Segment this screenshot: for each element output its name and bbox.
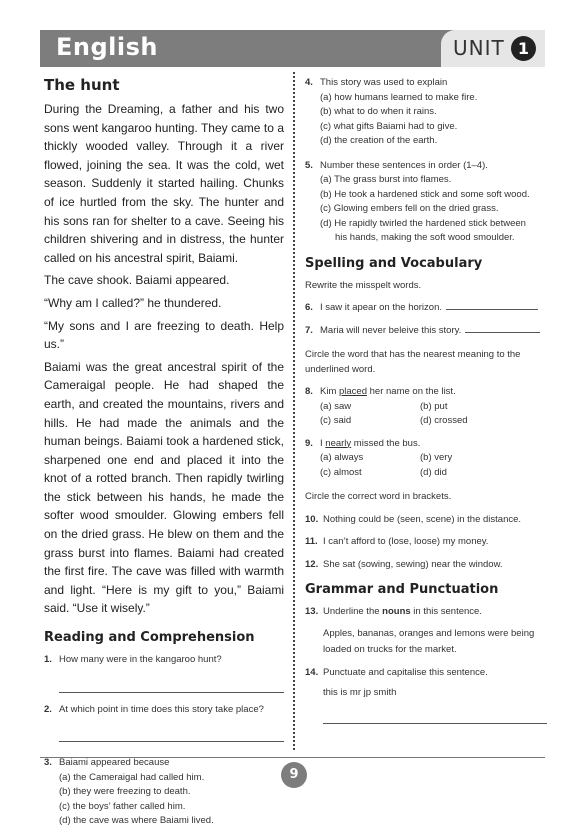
option[interactable]: (d) He rapidly twirled the hardened stick between [320,217,526,229]
noun-sentence[interactable]: Apples, bananas, oranges and lemons were being loaded on trucks for the market. [323,627,535,655]
question-13 [305,605,547,658]
question-7 [305,324,547,339]
question-number: 4. [305,77,313,88]
story-paragraph: During the Dreaming, a father and his two sons went kangaroo hunting. They came to a thickly wooded valley. Through it a river flowed, joining the sea. It was the cold, wet season. Suddenly it started hailing. Chunks of ice hurtled from the sky. The hunter and his sons ran for shelter to a cave. Seeing his children shivering and in distress, the hunter called on his ancestral spirit, Baiami. [44,102,284,265]
story-paragraph: Baiami was the great ancestral spirit of the Cameraigal people. He had shaped the earth, and created the mountains, rivers and hills. He had made the animals and the human beings. Baiami took a hardened stick, sharpened one end and placed it into the knot of a rotted branch. Then rapidly twirling the stick between his hands, he made the softer wood smoulder. Glowing embers fell on the dried grass. He blew on them and the grass burst into flames. Baiami had created the first fire. The cave was filled with warmth and light. “Here is my gift to you,” Baiami said. “Use it wisely.” [44,359,284,616]
question-6 [305,301,547,316]
story-paragraph: The cave shook. Baiami appeared. [44,273,230,288]
question-text: Punctuate and capitalise this sentence. [323,666,488,678]
question-number: 5. [305,159,313,171]
option[interactable]: (b) very [420,452,453,463]
option[interactable]: (d) did [420,466,447,478]
unit-label: UNIT [453,36,505,60]
question-2 [44,703,284,743]
answer-line[interactable] [465,332,540,333]
option[interactable]: (b) He took a hardened stick and some soft wood. [320,188,530,200]
options-grid [305,451,547,480]
instruction: Circle the correct word in brackets. [305,491,452,502]
question-number: 14. [305,666,319,678]
story-paragraph: “My sons and I are freezing to death. Help us.” [44,318,284,352]
underlined-word: placed [339,386,367,397]
question-text: This story was used to explain [320,77,448,88]
story-title: The hunt [44,76,120,94]
question-number: 9. [305,437,313,449]
answer-line[interactable] [59,729,284,742]
option[interactable]: (c) Glowing embers fell on the dried grass. [320,203,499,214]
option[interactable]: (a) always [320,452,364,463]
option[interactable]: (c) almost [320,466,362,478]
punctuate-sentence: this is mr jp smith [323,687,397,698]
question-text: How many were in the kangaroo hunt? [59,654,222,666]
question-3 [44,756,284,829]
question-text: I [320,437,326,449]
question-number: 2. [44,703,52,715]
column-divider [293,72,295,750]
question-text: At which point in time does this story take place? [59,703,264,715]
question-text[interactable]: She sat (sowing, sewing) near the window. [323,558,503,570]
header-banner [40,30,545,67]
question-8 [305,385,547,429]
question-text[interactable]: Nothing could be (seen, scene) in the distance. [323,513,522,525]
question-10 [305,513,547,528]
question-text: Kim [320,386,339,397]
option[interactable]: (d) the cave was where Baiami lived. [59,815,214,827]
question-number: 12. [305,558,319,570]
options-grid [305,400,547,429]
reading-heading: Reading and Comprehension [44,630,255,646]
option[interactable]: (c) said [320,415,352,426]
question-1 [44,653,284,693]
bold-word: nouns [382,606,411,617]
unit-number-badge: 1 [511,36,536,61]
subject-title: English [56,33,158,61]
question-number: 8. [305,386,313,397]
story-text [44,100,284,618]
question-9 [305,437,547,481]
instruction: Rewrite the misspelt words. [305,279,422,291]
spelling-heading: Spelling and Vocabulary [305,255,483,271]
option-continuation: his hands, making the soft wood smoulder. [335,232,515,243]
question-4 [305,76,547,149]
option[interactable]: (a) the Cameraigal had called him. [59,771,205,783]
option[interactable]: (b) they were freezing to death. [59,786,191,798]
question-11 [305,535,547,550]
instruction: Circle the word that has the nearest meaning to the underlined word. [305,349,521,375]
question-number: 7. [305,324,313,336]
question-number: 6. [305,302,313,313]
left-column [44,76,284,829]
question-text: Number these sentences in order (1–4). [320,159,488,171]
question-number: 11. [305,536,318,547]
question-text: Maria will never beleive this story. [320,324,462,336]
question-text: missed the bus. [351,437,421,449]
question-12 [305,558,547,573]
answer-line[interactable] [446,309,538,310]
answer-line[interactable] [323,713,547,724]
option[interactable]: (d) crossed [420,415,468,426]
option[interactable]: (c) what gifts Baiami had to give. [320,120,458,132]
question-text: I saw it apear on the horizon. [320,302,442,313]
question-5 [305,159,547,246]
footer-rule [40,757,545,758]
option[interactable]: (b) what to do when it rains. [320,106,437,117]
page-number: 9 [281,762,307,788]
unit-tab [441,30,545,67]
question-text: her name on the list. [367,386,456,397]
question-number: 3. [44,757,52,769]
question-text: in this sentence. [410,606,482,617]
option[interactable]: (d) the creation of the earth. [320,135,438,146]
question-number: 13. [305,606,319,617]
underlined-word: nearly [325,437,352,449]
option[interactable]: (a) The grass burst into flames. [320,174,452,185]
question-number: 10. [305,513,319,525]
story-paragraph: “Why am I called?” he thundered. [44,295,222,310]
answer-line[interactable] [59,680,284,693]
question-number: 1. [44,654,52,666]
question-text: Baiami appeared because [59,757,170,769]
question-text: Underline the [323,606,383,617]
option[interactable]: (b) put [420,400,448,412]
right-column [305,76,547,724]
question-text[interactable]: I can’t afford to (lose, loose) my money. [323,536,489,547]
question-14 [305,666,547,724]
option[interactable]: (a) how humans learned to make fire. [320,91,478,103]
grammar-heading: Grammar and Punctuation [305,582,499,597]
option[interactable]: (c) the boys’ father called him. [59,800,186,812]
option[interactable]: (a) saw [320,400,352,412]
